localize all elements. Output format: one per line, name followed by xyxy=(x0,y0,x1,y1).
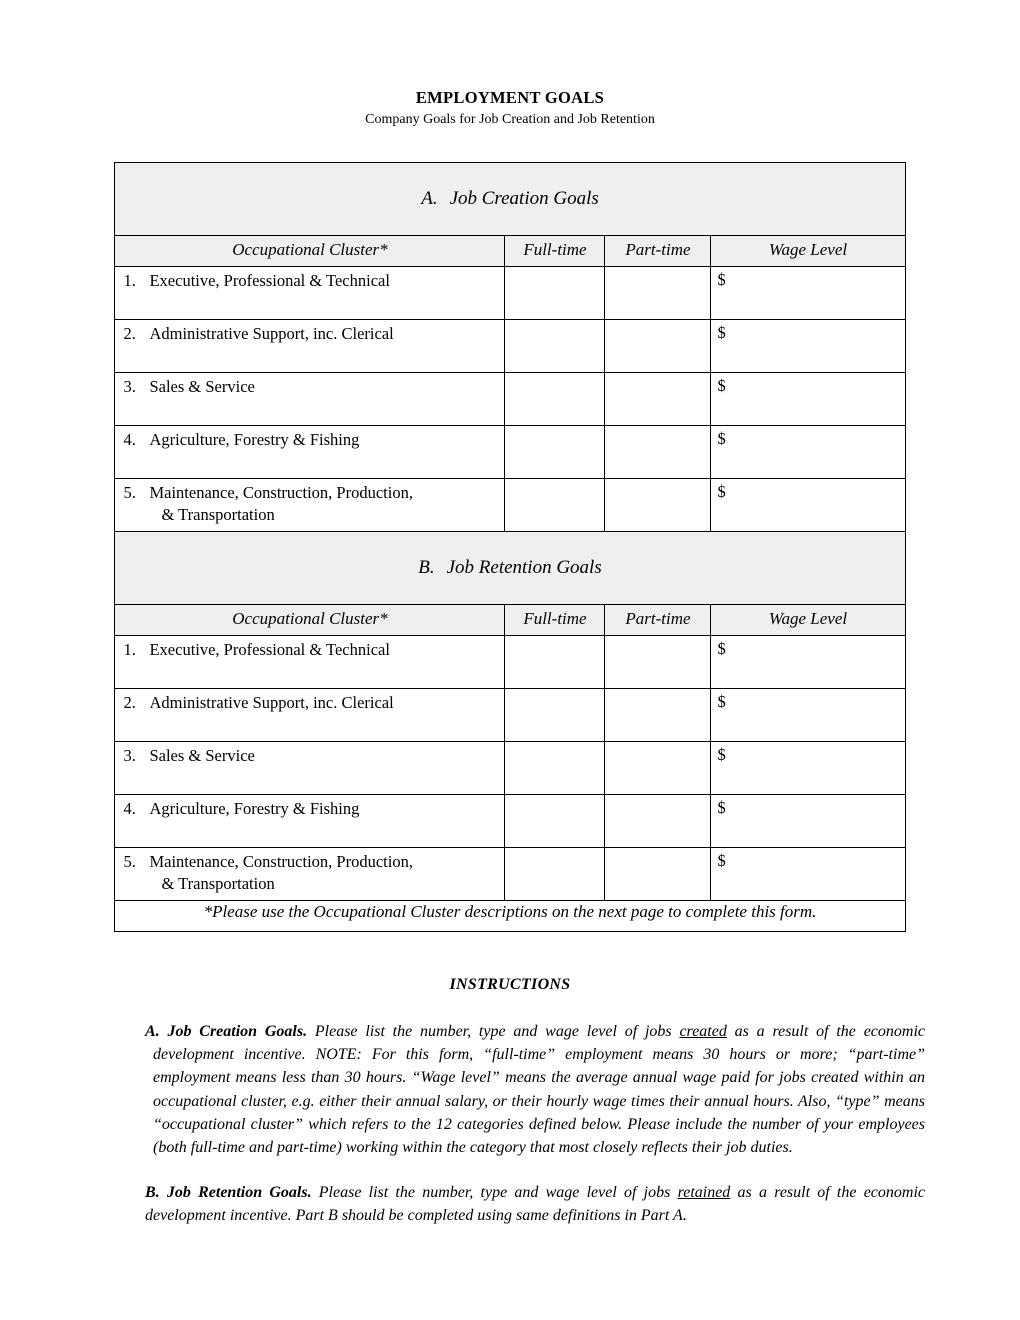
table-row xyxy=(115,426,905,479)
instructions-paragraph-b xyxy=(95,1181,925,1227)
cluster-label-a-5 xyxy=(115,479,505,532)
fulltime-input-a-4[interactable] xyxy=(505,426,605,479)
section-b-heading: Job Retention Goals xyxy=(446,557,602,578)
paragraph-a-underlined: created xyxy=(679,1023,727,1040)
wage-input-a-5[interactable]: $ xyxy=(711,479,905,532)
wage-input-a-4[interactable]: $ xyxy=(711,426,905,479)
col-header-parttime-a: Part-time xyxy=(605,236,711,267)
column-header-row xyxy=(115,605,905,636)
row-number: 1. xyxy=(123,271,136,290)
cluster-label-a-2 xyxy=(115,320,505,373)
row-number: 3. xyxy=(123,377,136,396)
col-header-cluster-b: Occupational Cluster* xyxy=(115,605,505,636)
section-b-header xyxy=(115,532,905,605)
page-title: EMPLOYMENT GOALS xyxy=(415,88,605,107)
parttime-input-a-1[interactable] xyxy=(605,267,711,320)
cluster-label-a-4 xyxy=(115,426,505,479)
wage-input-b-1[interactable]: $ xyxy=(711,636,905,689)
row-number: 2. xyxy=(123,324,136,343)
fulltime-input-b-2[interactable] xyxy=(505,689,605,742)
section-header-row xyxy=(115,532,905,605)
section-b-letter: B. xyxy=(418,557,435,578)
table-row xyxy=(115,373,905,426)
wage-input-b-2[interactable]: $ xyxy=(711,689,905,742)
col-header-fulltime-b: Full-time xyxy=(505,605,605,636)
cluster-label-a-1 xyxy=(115,267,505,320)
col-header-parttime-b: Part-time xyxy=(605,605,711,636)
wage-input-b-3[interactable]: $ xyxy=(711,742,905,795)
fulltime-input-a-2[interactable] xyxy=(505,320,605,373)
paragraph-a-lead: A. Job Creation Goals. xyxy=(145,1023,308,1040)
cluster-label-a-3 xyxy=(115,373,505,426)
row-label: Maintenance, Construction, Production, xyxy=(149,852,413,871)
cluster-label-b-2 xyxy=(115,689,505,742)
parttime-input-b-2[interactable] xyxy=(605,689,711,742)
wage-input-b-5[interactable]: $ xyxy=(711,848,905,901)
row-label-continued: & Transportation xyxy=(161,505,275,525)
row-number: 1. xyxy=(123,640,136,659)
row-number: 5. xyxy=(123,483,136,502)
table-row xyxy=(115,267,905,320)
row-label: Sales & Service xyxy=(149,746,255,765)
row-label: Sales & Service xyxy=(149,377,255,396)
section-a-header xyxy=(115,163,905,236)
section-a-letter: A. xyxy=(421,188,438,209)
fulltime-input-a-3[interactable] xyxy=(505,373,605,426)
row-number: 3. xyxy=(123,746,136,765)
row-number: 4. xyxy=(123,799,136,818)
instructions-heading: INSTRUCTIONS xyxy=(449,976,571,993)
table-row xyxy=(115,320,905,373)
fulltime-input-a-5[interactable] xyxy=(505,479,605,532)
row-label: Administrative Support, inc. Clerical xyxy=(149,693,394,712)
fulltime-input-a-1[interactable] xyxy=(505,267,605,320)
parttime-input-b-4[interactable] xyxy=(605,795,711,848)
fulltime-input-b-3[interactable] xyxy=(505,742,605,795)
row-label: Executive, Professional & Technical xyxy=(149,271,390,290)
cluster-label-b-1 xyxy=(115,636,505,689)
fulltime-input-b-5[interactable] xyxy=(505,848,605,901)
table-row xyxy=(115,742,905,795)
parttime-input-a-4[interactable] xyxy=(605,426,711,479)
table-row xyxy=(115,848,905,901)
paragraph-b-text-before: Please list the number, type and wage level of jobs xyxy=(311,1184,678,1202)
parttime-input-a-2[interactable] xyxy=(605,320,711,373)
paragraph-a-text-after: as a result of the economic development incentive. NOTE: For this form, “full-time” employment means 30 hours or more; “part-time” employment means less than 30 hours. “Wage level” means the average annual wage paid for jobs created within an occupational cluster, e.g. either their annual salary, or their hourly wage times their annual hours. Also, “type” means “occupational cluster” which refers to the 12 categories defined below. Please include the number of your employees (both full-time and part-time) working within the category that most closely reflects their job duties. xyxy=(153,1023,925,1156)
row-number: 5. xyxy=(123,852,136,871)
employment-goals-table xyxy=(114,162,905,932)
table-row xyxy=(115,636,905,689)
col-header-cluster-a: Occupational Cluster* xyxy=(115,236,505,267)
instructions-paragraph-a xyxy=(95,1020,925,1159)
paragraph-b-text-after: as a result of the economic development incentive. Part B should be completed using same definitions in Part A. xyxy=(145,1184,925,1225)
row-label: Administrative Support, inc. Clerical xyxy=(149,324,394,343)
row-label: Executive, Professional & Technical xyxy=(149,640,390,659)
parttime-input-b-1[interactable] xyxy=(605,636,711,689)
cluster-label-b-5 xyxy=(115,848,505,901)
fulltime-input-b-1[interactable] xyxy=(505,636,605,689)
wage-input-a-1[interactable]: $ xyxy=(711,267,905,320)
table-row xyxy=(115,479,905,532)
table-footnote: *Please use the Occupational Cluster descriptions on the next page to complete this form. xyxy=(115,901,905,932)
column-header-row xyxy=(115,236,905,267)
parttime-input-a-5[interactable] xyxy=(605,479,711,532)
fulltime-input-b-4[interactable] xyxy=(505,795,605,848)
row-number: 4. xyxy=(123,430,136,449)
row-label: Agriculture, Forestry & Fishing xyxy=(149,430,360,449)
paragraph-b-lead: B. Job Retention Goals. xyxy=(145,1184,312,1202)
parttime-input-a-3[interactable] xyxy=(605,373,711,426)
cluster-label-b-3 xyxy=(115,742,505,795)
footnote-row xyxy=(115,901,905,932)
wage-input-b-4[interactable]: $ xyxy=(711,795,905,848)
parttime-input-b-3[interactable] xyxy=(605,742,711,795)
section-header-row xyxy=(115,163,905,236)
row-number: 2. xyxy=(123,693,136,712)
col-header-fulltime-a: Full-time xyxy=(505,236,605,267)
table-row xyxy=(115,689,905,742)
paragraph-a-text-before: Please list the number, type and wage level of jobs xyxy=(307,1023,680,1040)
parttime-input-b-5[interactable] xyxy=(605,848,711,901)
col-header-wage-a: Wage Level xyxy=(711,236,905,267)
paragraph-b-underlined: retained xyxy=(677,1184,731,1202)
row-label: Agriculture, Forestry & Fishing xyxy=(149,799,360,818)
cluster-label-b-4 xyxy=(115,795,505,848)
wage-input-a-2[interactable]: $ xyxy=(711,320,905,373)
table-row xyxy=(115,795,905,848)
page-subtitle: Company Goals for Job Creation and Job Retention xyxy=(365,112,655,127)
col-header-wage-b: Wage Level xyxy=(711,605,905,636)
section-a-heading: Job Creation Goals xyxy=(449,188,599,209)
row-label: Maintenance, Construction, Production, xyxy=(149,483,413,502)
wage-input-a-3[interactable]: $ xyxy=(711,373,905,426)
row-label-continued: & Transportation xyxy=(161,874,275,894)
